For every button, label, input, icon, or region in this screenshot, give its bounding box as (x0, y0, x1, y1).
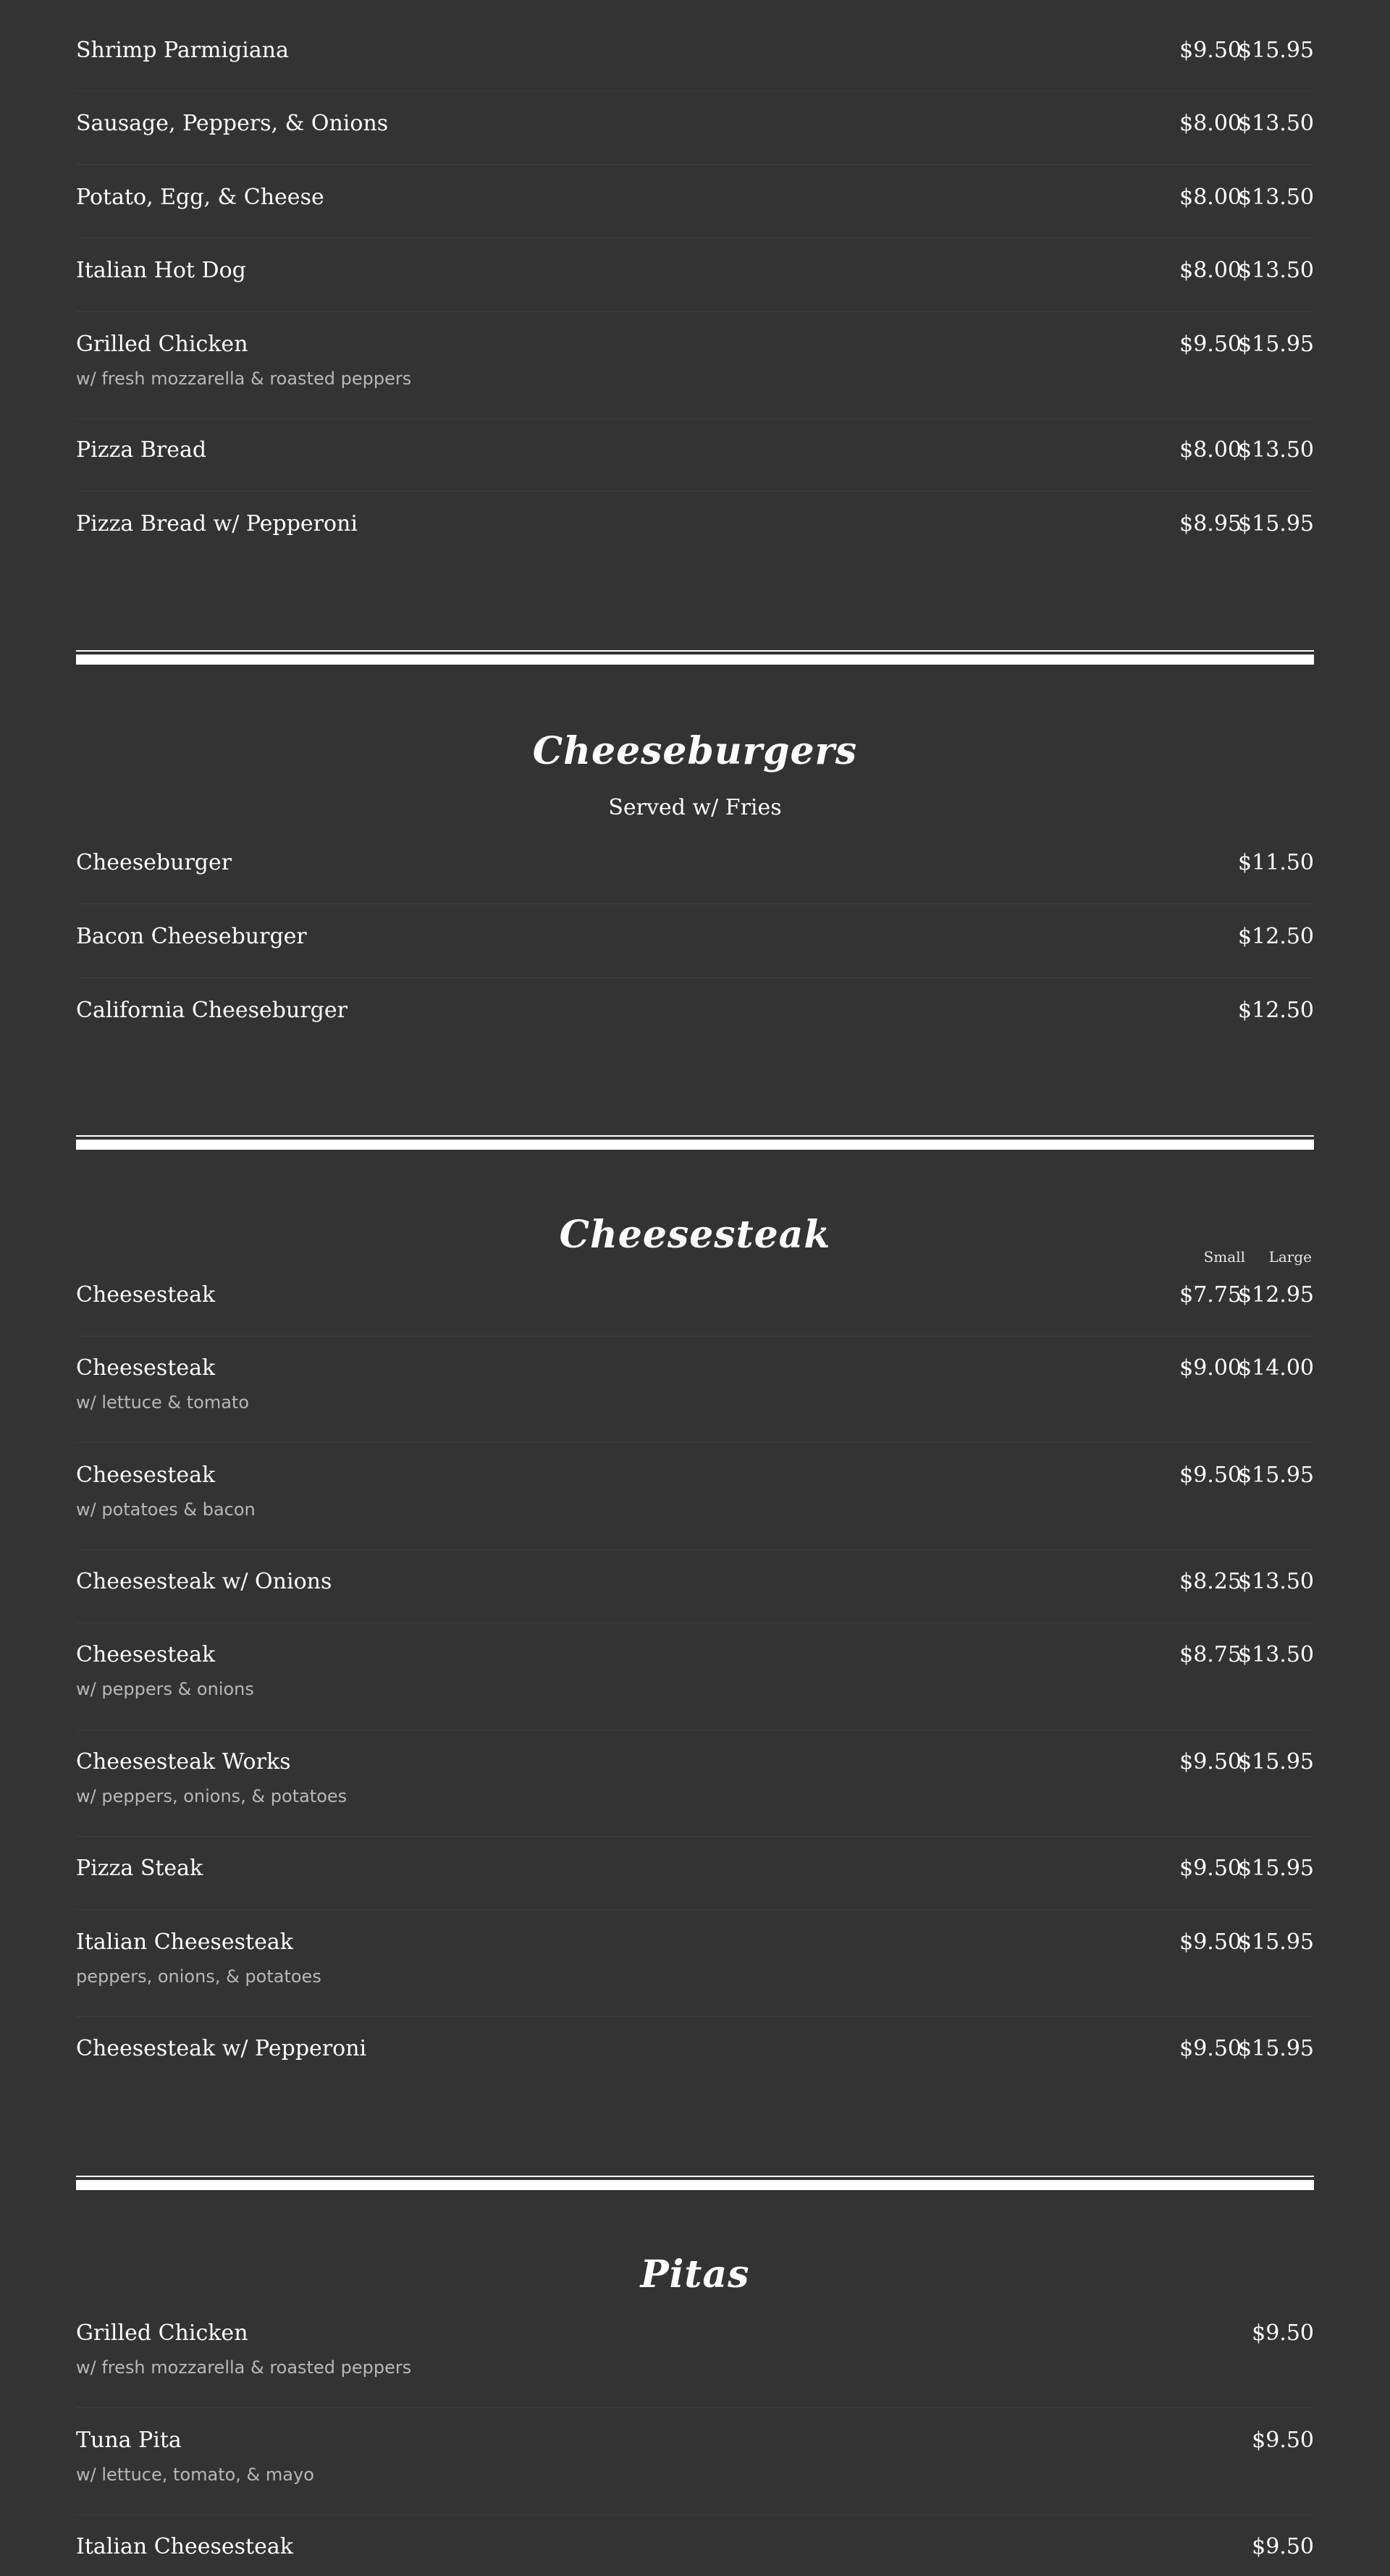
item-name: Italian Hot Dog (76, 258, 246, 283)
item-separator (76, 1836, 1314, 1837)
section-title-pitas: Pitas (640, 2252, 750, 2297)
price-small: $8.95 (1179, 511, 1242, 536)
item-name: Cheesesteak (76, 1282, 216, 1308)
item-separator (76, 1442, 1314, 1443)
section-divider (76, 2176, 1314, 2192)
item-description: w/ fresh mozzarella & roasted peppers (76, 2357, 412, 2378)
item-name: Tuna Pita (76, 2428, 182, 2453)
item-separator (76, 977, 1314, 978)
price-large: $13.50 (1238, 437, 1314, 463)
item-name: Pizza Bread (76, 437, 207, 463)
section-title-cheesesteak: Cheesesteak (559, 1213, 831, 1257)
item-name: Bacon Cheeseburger (76, 924, 307, 949)
item-name: Cheesesteak (76, 1642, 216, 1667)
price-large: $15.95 (1238, 38, 1314, 63)
item-separator (76, 2514, 1314, 2515)
divider-thick-line (76, 1140, 1314, 1150)
item-description: w/ peppers & onions (76, 1679, 254, 1699)
size-label-small: Small (1203, 1248, 1245, 1266)
item-name: Grilled Chicken (76, 332, 248, 357)
price-small: $8.25 (1179, 1569, 1242, 1594)
item-name: Sausage, Peppers, & Onions (76, 111, 389, 136)
item-name: Grilled Chicken (76, 2320, 248, 2346)
item-description: w/ lettuce & tomato (76, 1392, 250, 1413)
price-small: $8.00 (1179, 258, 1242, 283)
price-small: $9.50 (1179, 1929, 1242, 1955)
item-separator (76, 491, 1314, 492)
price-large: $15.95 (1238, 2036, 1314, 2061)
item-name: Pizza Bread w/ Pepperoni (76, 511, 358, 536)
size-label-large: Large (1268, 1248, 1312, 1266)
item-price: $11.50 (1238, 850, 1314, 875)
price-large: $15.95 (1238, 1929, 1314, 1955)
item-name: California Cheeseburger (76, 998, 348, 1023)
item-name: Cheesesteak (76, 1355, 216, 1381)
item-separator (76, 2016, 1314, 2017)
item-name: Italian Cheesesteak (76, 1929, 293, 1955)
item-description: w/ fresh mozzarella & roasted peppers (76, 369, 412, 389)
item-separator (76, 2407, 1314, 2408)
item-name: Cheeseburger (76, 850, 232, 875)
item-price: $9.50 (1252, 2428, 1314, 2453)
price-small: $8.00 (1179, 437, 1242, 463)
price-large: $15.95 (1238, 1856, 1314, 1881)
item-price: $9.50 (1252, 2320, 1314, 2346)
item-price: $12.50 (1238, 998, 1314, 1023)
price-small: $9.50 (1179, 2036, 1242, 2061)
item-description: w/ lettuce, tomato, & mayo (76, 2465, 314, 2485)
divider-thick-line (76, 2180, 1314, 2190)
item-name: Cheesesteak Works (76, 1749, 291, 1775)
price-large: $14.00 (1238, 1355, 1314, 1381)
item-separator (76, 1336, 1314, 1337)
item-description: peppers, onions, & potatoes (76, 1966, 321, 1987)
item-name: Potato, Egg, & Cheese (76, 185, 324, 210)
item-description: w/ potatoes & bacon (76, 1499, 256, 1520)
price-large: $13.50 (1238, 1642, 1314, 1667)
price-small: $9.50 (1179, 1856, 1242, 1881)
price-small: $8.00 (1179, 185, 1242, 210)
item-price: $9.50 (1252, 2534, 1314, 2559)
divider-thin-line (76, 1135, 1314, 1137)
price-large: $15.95 (1238, 511, 1314, 536)
price-small: $7.75 (1179, 1282, 1242, 1308)
price-large: $15.95 (1238, 332, 1314, 357)
item-name: Italian Cheesesteak (76, 2534, 293, 2559)
item-name: Cheesesteak w/ Onions (76, 1569, 332, 1594)
item-separator (76, 1909, 1314, 1910)
price-large: $13.50 (1238, 185, 1314, 210)
price-large: $15.95 (1238, 1462, 1314, 1488)
section-title-cheeseburgers: Cheeseburgers (532, 729, 858, 773)
item-separator (76, 237, 1314, 238)
item-separator (76, 1549, 1314, 1550)
section-divider (76, 650, 1314, 666)
section-subtitle: Served w/ Fries (608, 795, 782, 820)
item-name: Cheesesteak (76, 1462, 216, 1488)
price-large: $13.50 (1238, 258, 1314, 283)
price-small: $9.00 (1179, 1355, 1242, 1381)
item-name: Shrimp Parmigiana (76, 38, 289, 63)
item-description: w/ peppers, onions, & potatoes (76, 1786, 348, 1806)
price-small: $8.75 (1179, 1642, 1242, 1667)
divider-thin-line (76, 650, 1314, 652)
price-large: $12.95 (1238, 1282, 1314, 1308)
section-divider (76, 1135, 1314, 1151)
price-small: $9.50 (1179, 332, 1242, 357)
price-large: $13.50 (1238, 1569, 1314, 1594)
price-small: $9.50 (1179, 1749, 1242, 1775)
price-small: $9.50 (1179, 1462, 1242, 1488)
price-large: $15.95 (1238, 1749, 1314, 1775)
item-separator (76, 418, 1314, 419)
item-separator (76, 164, 1314, 165)
item-name: Cheesesteak w/ Pepperoni (76, 2036, 367, 2061)
price-large: $13.50 (1238, 111, 1314, 136)
item-separator (76, 311, 1314, 312)
item-name: Pizza Steak (76, 1856, 203, 1881)
item-price: $12.50 (1238, 924, 1314, 949)
item-separator (76, 1622, 1314, 1623)
price-small: $9.50 (1179, 38, 1242, 63)
divider-thick-line (76, 654, 1314, 665)
divider-thin-line (76, 2176, 1314, 2177)
price-small: $8.00 (1179, 111, 1242, 136)
